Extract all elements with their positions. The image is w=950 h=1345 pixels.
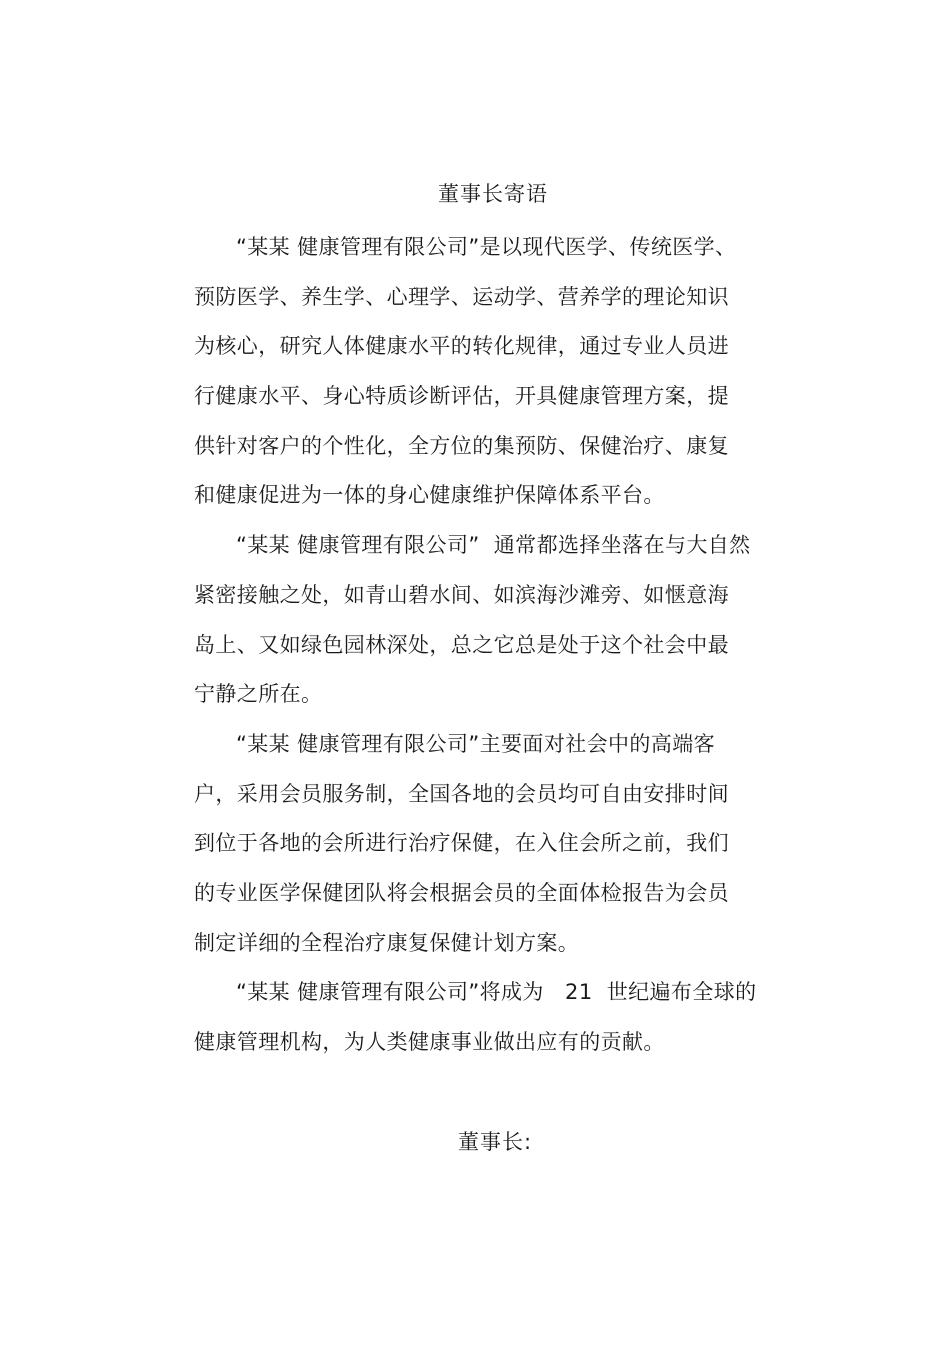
paragraph-1-line-5: 供针对客户的个性化，全方位的集预防、保健治疗、康复: [194, 433, 729, 458]
paragraph-2-line-4: 宁静之所在。: [194, 682, 323, 707]
paragraph-2-line-3: 岛上、又如绿色园林深处，总之它总是处于这个社会中最: [194, 632, 729, 657]
document-body: [194, 227, 757, 1072]
paragraph-3-line-1: “某某 健康管理有限公司”主要面对社会中的高端客: [236, 731, 716, 756]
signature-label: 董事长:: [458, 1130, 533, 1154]
paragraph-1-line-1: “某某 健康管理有限公司”是以现代医学、传统医学、: [236, 235, 737, 259]
paragraph-2-line-2: 紧密接触之处，如青山碧水间、如滨海沙滩旁、如惬意海: [194, 582, 729, 607]
paragraph-3-line-5: 制定详细的全程治疗康复保健计划方案。: [194, 930, 580, 955]
paragraph-2-line-1: “某某 健康管理有限公司” 通常都选择坐落在与大自然: [236, 533, 751, 558]
paragraph-4-line-2: 健康管理机构，为人类健康事业做出应有的贡献。: [194, 1030, 665, 1054]
paragraph-1-line-2: 预防医学、养生学、心理学、运动学、营养学的理论知识: [194, 284, 729, 309]
paragraph-3-line-4: 的专业医学保健团队将会根据会员的全面体检报告为会员: [194, 880, 729, 905]
paragraph-1-line-4: 行健康水平、身心特质诊断评估，开具健康管理方案，提: [194, 384, 729, 409]
paragraph-1-line-6: 和健康促进为一体的身心健康维护保障体系平台。: [194, 483, 665, 508]
paragraph-3-line-2: 户，采用会员服务制，全国各地的会员均可自由安排时间: [194, 781, 729, 806]
paragraph-3-line-3: 到位于各地的会所进行治疗保健，在入住会所之前，我们: [194, 831, 729, 856]
paragraph-1-line-3: 为核心，研究人体健康水平的转化规律，通过专业人员进: [194, 334, 729, 359]
paragraph-4-line-1: “某某 健康管理有限公司”将成为 21 世纪遍布全球的: [236, 980, 757, 1005]
document-title: 董事长寄语: [438, 182, 548, 206]
